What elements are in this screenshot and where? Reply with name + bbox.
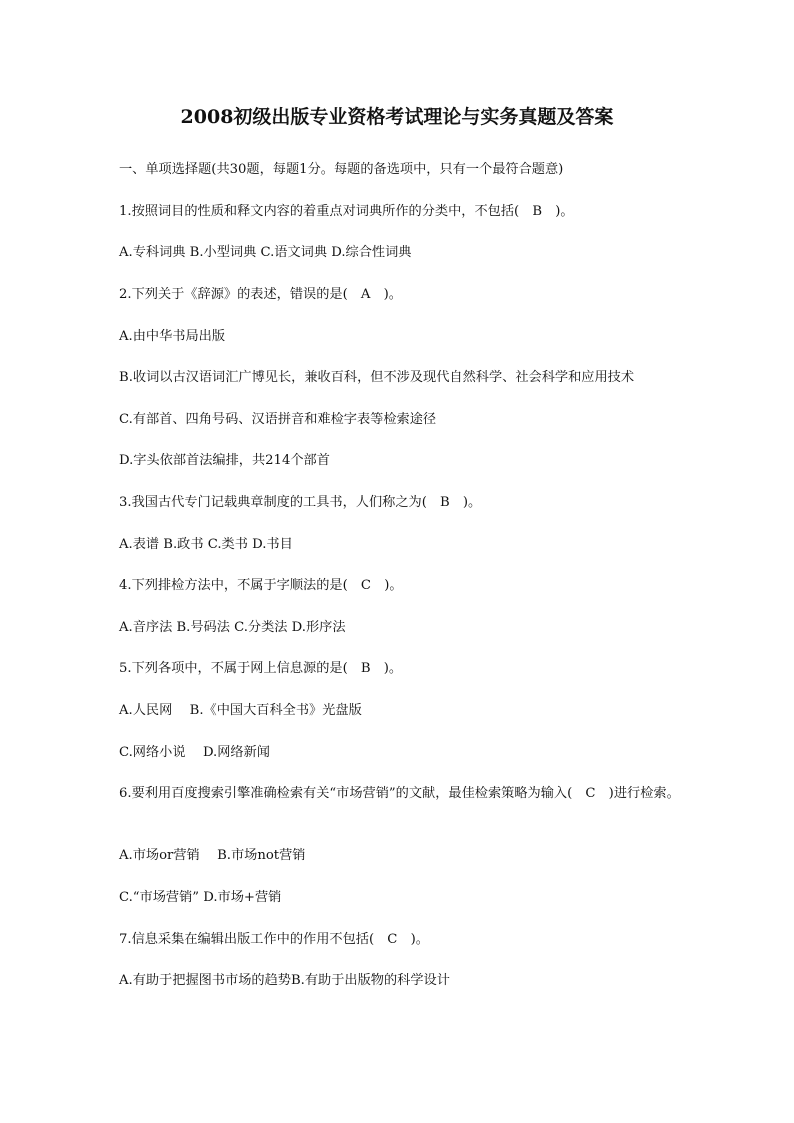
question-4-options: A.音序法 B.号码法 C.分类法 D.形序法 <box>119 620 346 635</box>
question-5: 5.下列各项中，不属于网上信息源的是( B )。 <box>119 661 403 676</box>
question-1-options: A.专科词典 B.小型词典 C.语文词典 D.综合性词典 <box>119 245 412 260</box>
question-6-options-cd: C.“市场营销” D.市场+营销 <box>119 890 282 905</box>
question-2-option-d: D.字头依部首法编排，共214个部首 <box>119 453 330 468</box>
question-7: 7.信息采集在编辑出版工作中的作用不包括( C )。 <box>119 932 429 947</box>
question-6: 6.要利用百度搜索引擎准确检索有关“市场营销”的文献，最佳检索策略为输入( C )进行检索。 <box>119 786 680 801</box>
question-6-options-ab: A.市场or营销 B.市场not营销 <box>119 848 306 863</box>
question-3: 3.我国古代专门记载典章制度的工具书，人们称之为( B )。 <box>119 495 482 510</box>
question-2-option-b: B.收词以古汉语词汇广博见长，兼收百科，但不涉及现代自然科学、社会科学和应用技术 <box>119 370 635 385</box>
section-heading: 一、单项选择题(共30题，每题1分。每题的备选项中，只有一个最符合题意) <box>119 162 564 177</box>
question-5-options-ab: A.人民网 B.《中国大百科全书》光盘版 <box>119 703 362 718</box>
question-2-option-a: A.由中华书局出版 <box>119 329 226 344</box>
question-5-options-cd: C.网络小说 D.网络新闻 <box>119 745 270 760</box>
question-1: 1.按照词目的性质和释文内容的着重点对词典所作的分类中，不包括( B )。 <box>119 204 574 219</box>
question-2: 2.下列关于《辞源》的表述，错误的是( A )。 <box>119 287 402 302</box>
question-7-options-ab: A.有助于把握图书市场的趋势B.有助于出版物的科学设计 <box>119 973 450 988</box>
question-2-option-c: C.有部首、四角号码、汉语拼音和难检字表等检索途径 <box>119 412 437 427</box>
document-title: 2008初级出版专业资格考试理论与实务真题及答案 <box>180 106 614 128</box>
question-4: 4.下列排检方法中，不属于字顺法的是( C )。 <box>119 578 403 593</box>
question-3-options: A.表谱 B.政书 C.类书 D.书目 <box>119 537 293 552</box>
